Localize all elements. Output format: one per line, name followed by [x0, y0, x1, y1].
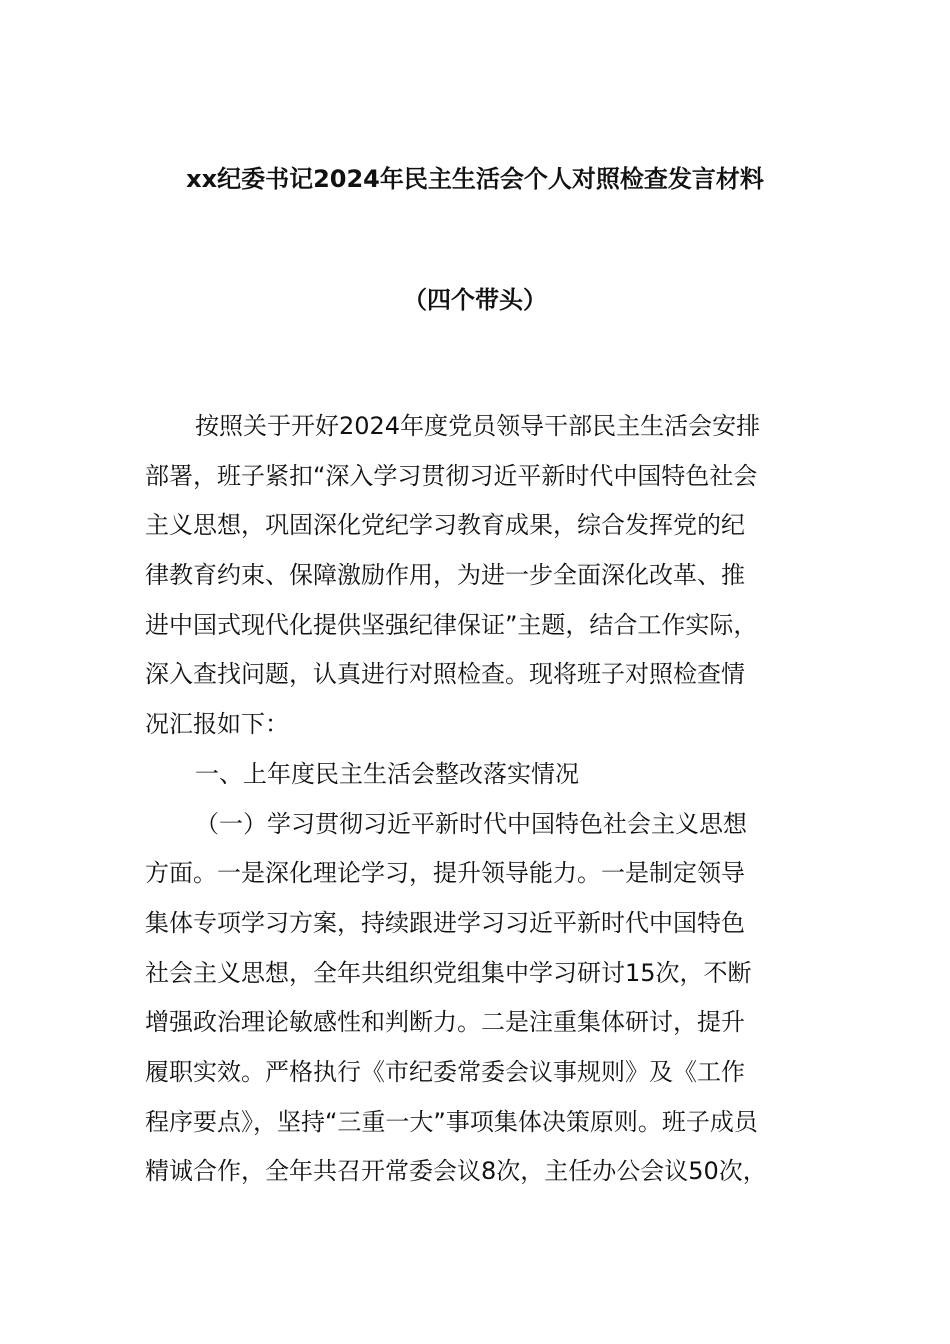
document-subtitle: （四个带头） [403, 286, 547, 314]
paragraph-line: 主义思想，巩固深化党纪学习教育成果，综合发挥党的纪 [145, 511, 745, 540]
paragraph-line: 方面。一是深化理论学习，提升领导能力。一是制定领导 [145, 859, 745, 888]
paragraph-line: 按照关于开好2024年度党员领导干部民主生活会安排 [195, 412, 761, 440]
paragraph-line: 增强政治理论敏感性和判断力。二是注重集体研讨，提升 [145, 1008, 745, 1037]
paragraph-line: 精诚合作，全年共召开常委会议8次，主任办公会议50次， [145, 1157, 767, 1186]
paragraph-line: 况汇报如下： [145, 710, 289, 739]
paragraph-line: 集体专项学习方案，持续跟进学习习近平新时代中国特色 [145, 908, 745, 937]
document-title: xx纪委书记2024年民主生活会个人对照检查发言材料 [186, 165, 764, 193]
paragraph-line: 程序要点》，坚持“三重一大”事项集体决策原则。班子成员 [145, 1107, 758, 1136]
paragraph-line: 社会主义思想，全年共组织党组集中学习研讨15次，不断 [145, 958, 752, 987]
paragraph-line: 律教育约束、保障激励作用，为进一步全面深化改革、推 [145, 561, 745, 590]
paragraph-line: 进中国式现代化提供坚强纪律保证”主题，结合工作实际， [145, 610, 758, 639]
section-heading: 一、上年度民主生活会整改落实情况 [195, 759, 579, 788]
subsection-line: （一）学习贯彻习近平新时代中国特色社会主义思想 [195, 809, 747, 838]
paragraph-line: 部署，班子紧扣“深入学习贯彻习近平新时代中国特色社会 [145, 461, 758, 490]
paragraph-line: 履职实效。严格执行《市纪委常委会议事规则》及《工作 [145, 1057, 745, 1086]
paragraph-line: 深入查找问题，认真进行对照检查。现将班子对照检查情 [145, 660, 745, 689]
document-body [145, 402, 825, 1197]
